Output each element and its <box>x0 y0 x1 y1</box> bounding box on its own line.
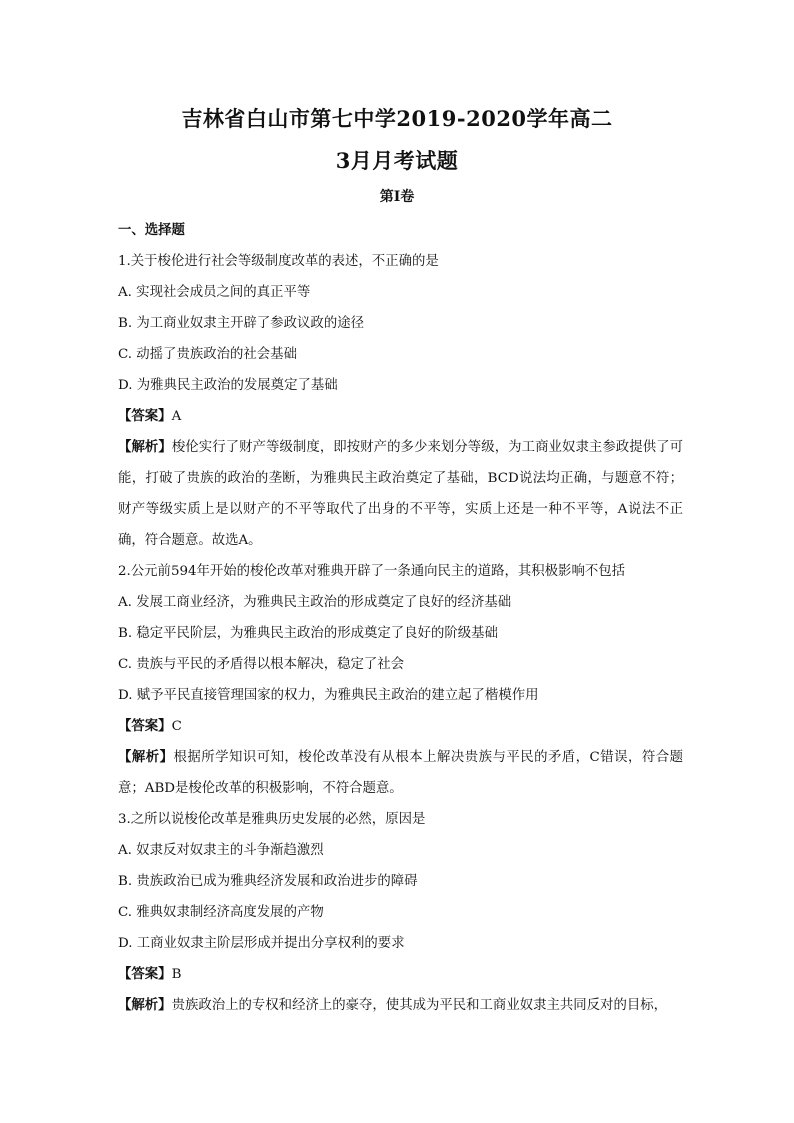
analysis-text: 根据所学知识可知，梭伦改革没有从根本上解决贵族与平民的矛盾，C错误，符合题意；ABD是梭伦改革的积极影响，不符合题意。 <box>118 750 684 796</box>
analysis-line <box>118 432 683 556</box>
option-b: B. 为工商业奴隶主开辟了参政议政的途径 <box>118 316 364 331</box>
option-a: A. 奴隶反对奴隶主的斗争渐趋激烈 <box>118 843 324 858</box>
answer-line <box>118 401 683 432</box>
question-stem: 1.关于梭伦进行社会等级制度改革的表述，不正确的是 <box>118 254 439 269</box>
section-heading: 一、选择题 <box>118 222 185 238</box>
option-d: D. 工商业奴隶主阶层形成并提出分享权利的要求 <box>118 936 405 951</box>
question-1 <box>118 246 683 556</box>
option-c: C. 雅典奴隶制经济高度发展的产物 <box>118 905 324 920</box>
analysis-line <box>118 990 683 1021</box>
answer-line <box>118 711 683 742</box>
question-3 <box>118 804 683 1021</box>
option-d: D. 为雅典民主政治的发展奠定了基础 <box>118 378 338 393</box>
option-c: C. 贵族与平民的矛盾得以根本解决，稳定了社会 <box>118 657 405 672</box>
exam-content <box>118 215 683 1021</box>
answer-value: A <box>171 409 182 424</box>
page-title: 吉林省白山市第七中学2019-2020学年高二 <box>181 106 613 131</box>
option-a: A. 实现社会成员之间的真正平等 <box>118 285 311 300</box>
analysis-line <box>118 742 683 804</box>
analysis-tag: 【解析】 <box>118 439 172 455</box>
volume-label: 第Ⅰ卷 <box>379 189 415 205</box>
analysis-tag: 【解析】 <box>118 749 174 765</box>
answer-value: C <box>171 719 182 734</box>
option-d: D. 赋予平民直接管理国家的权力，为雅典民主政治的建立起了楷模作用 <box>118 688 539 703</box>
analysis-tag: 【解析】 <box>118 997 172 1013</box>
answer-tag: 【答案】 <box>118 718 172 734</box>
question-stem: 2.公元前594年开始的梭伦改革对雅典开辟了一条通向民主的道路，其积极影响不包括 <box>118 564 626 579</box>
option-b: B. 稳定平民阶层，为雅典民主政治的形成奠定了良好的阶级基础 <box>118 626 498 641</box>
answer-tag: 【答案】 <box>118 966 172 982</box>
page-subtitle: 3月月考试题 <box>335 148 459 173</box>
question-2 <box>118 556 683 804</box>
option-a: A. 发展工商业经济，为雅典民主政治的形成奠定了良好的经济基础 <box>118 595 512 610</box>
option-b: B. 贵族政治已成为雅典经济发展和政治进步的障碍 <box>118 874 418 889</box>
answer-value: B <box>171 967 182 982</box>
answer-tag: 【答案】 <box>118 408 172 424</box>
analysis-text: 贵族政治上的专权和经济上的豪夺，使其成为平民和工商业奴隶主共同反对的目标， <box>171 998 668 1013</box>
option-c: C. 动摇了贵族政治的社会基础 <box>118 347 297 362</box>
analysis-text: 梭伦实行了财产等级制度，即按财产的多少来划分等级，为工商业奴隶主参政提供了可能，打破了贵族的政治的垄断，为雅典民主政治奠定了基础，BCD说法均正确，与题意不符；财产等级实质上是以财产的不平等取代了出身的不平等，实质上还是一种不平等，A说法不正确，符合题意。故选A。 <box>118 440 684 548</box>
answer-line <box>118 959 683 990</box>
question-stem: 3.之所以说梭伦改革是雅典历史发展的必然，原因是 <box>118 812 426 827</box>
